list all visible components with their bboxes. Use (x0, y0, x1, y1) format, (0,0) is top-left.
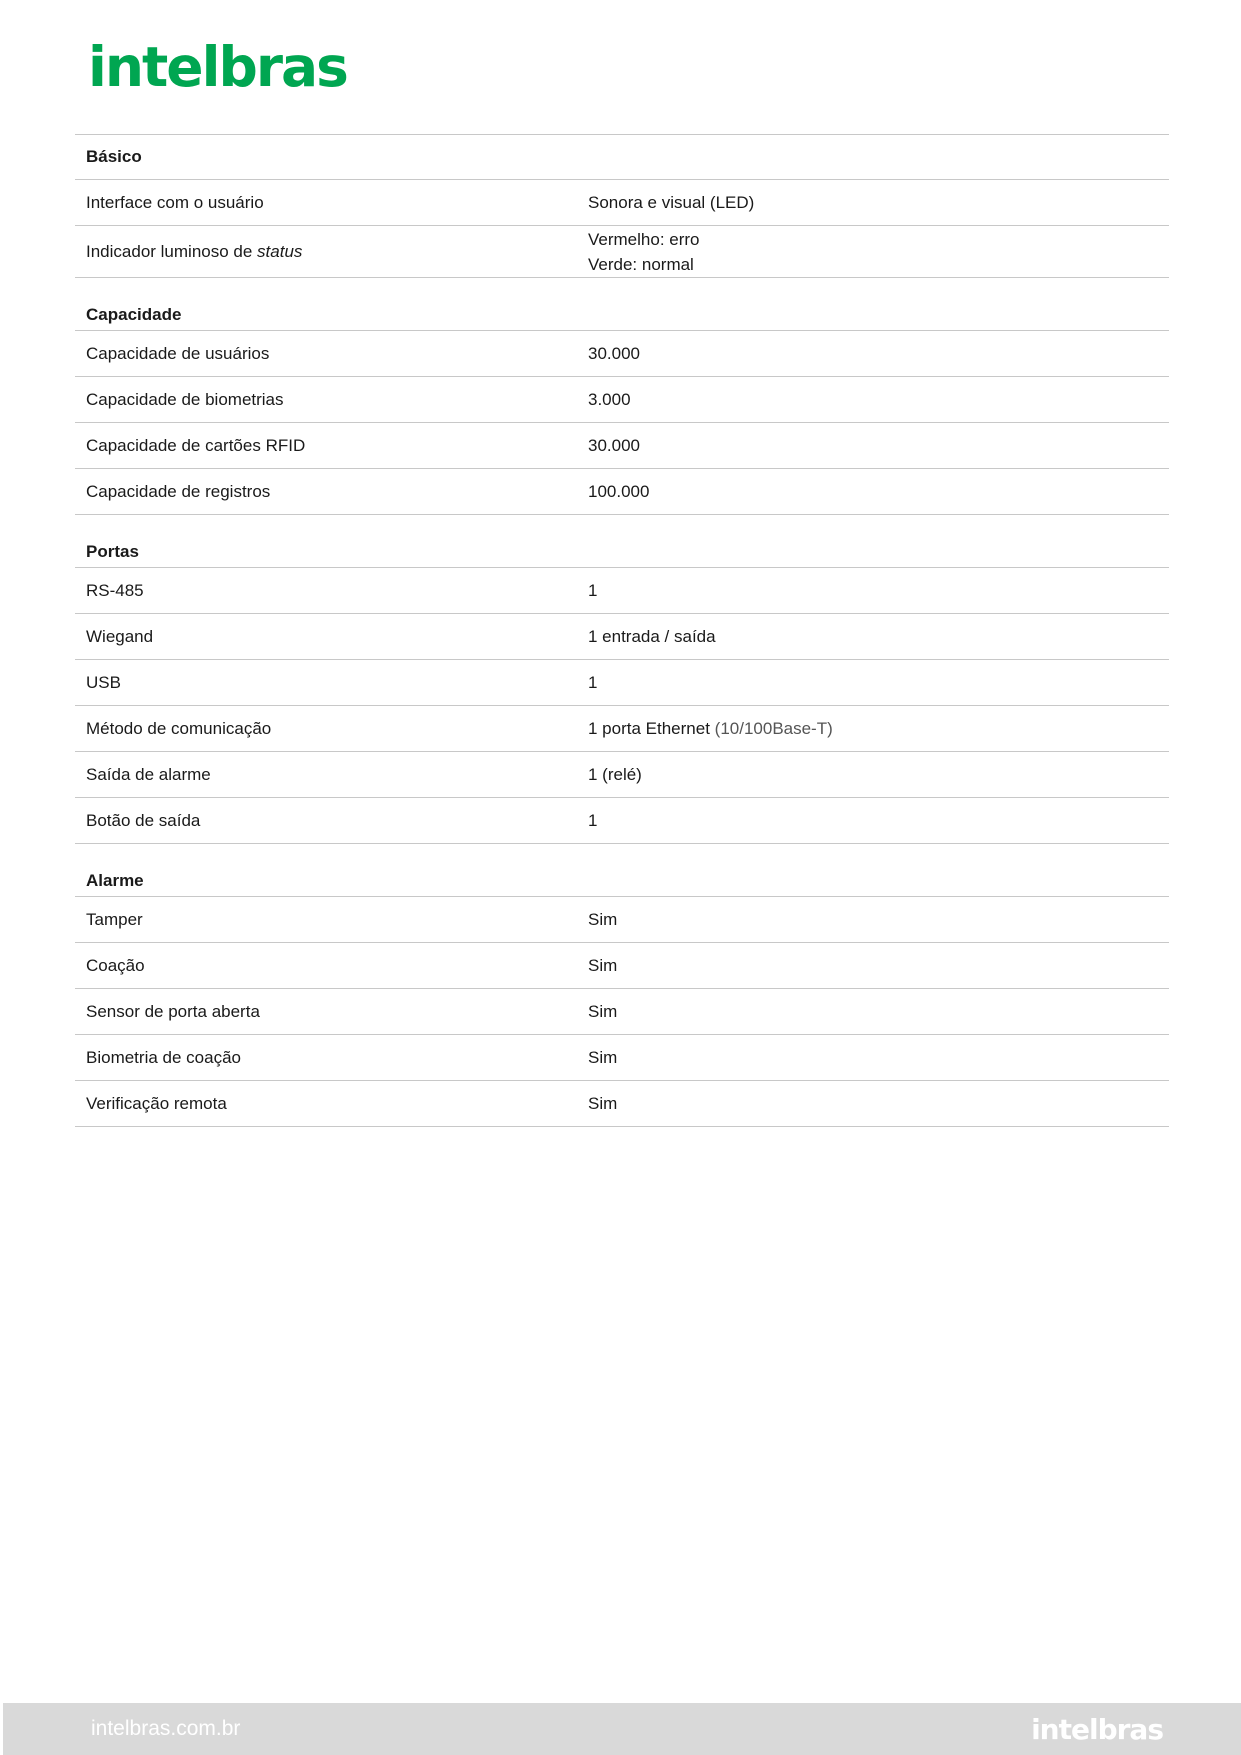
spec-label: USB (75, 660, 578, 706)
spec-label (75, 226, 578, 278)
spec-label: Botão de saída (75, 798, 578, 844)
spec-value: 1 (578, 798, 1169, 844)
label-prefix: Indicador luminoso de (86, 242, 258, 261)
table-row (75, 1035, 1169, 1081)
spec-table (75, 134, 1169, 1127)
spec-label: Saída de alarme (75, 752, 578, 798)
spec-label: Sensor de porta aberta (75, 989, 578, 1035)
spec-label: Verificação remota (75, 1081, 578, 1127)
table-row (75, 752, 1169, 798)
table-row (75, 989, 1169, 1035)
spec-label: RS-485 (75, 568, 578, 614)
spec-value (578, 706, 1169, 752)
table-row (75, 798, 1169, 844)
table-row (75, 614, 1169, 660)
table-row (75, 1081, 1169, 1127)
section-heading (75, 135, 1169, 180)
table-row (75, 331, 1169, 377)
label-emphasis: status (257, 242, 303, 261)
intelbras-logo: intelbras (88, 35, 347, 99)
spec-value: Sim (578, 1081, 1169, 1127)
spec-label: Capacidade de registros (75, 469, 578, 515)
spec-value: Sim (578, 943, 1169, 989)
spec-label: Capacidade de biometrias (75, 377, 578, 423)
table-row (75, 469, 1169, 515)
spec-value: 1 entrada / saída (578, 614, 1169, 660)
spec-label: Método de comunicação (75, 706, 578, 752)
status-green-line: Verde: normal (588, 254, 694, 274)
section-title-portas: Portas (75, 515, 1169, 568)
spec-value: 100.000 (578, 469, 1169, 515)
spec-value: 30.000 (578, 331, 1169, 377)
table-row (75, 706, 1169, 752)
value-extra: (10/100Base-T) (714, 718, 833, 738)
spec-value: Sim (578, 1035, 1169, 1081)
status-red-line: Vermelho: erro (588, 229, 700, 249)
table-row (75, 226, 1169, 278)
table-row (75, 897, 1169, 943)
section-title-basico: Básico (75, 135, 1169, 180)
spec-value: Sonora e visual (LED) (578, 180, 1169, 226)
section-heading (75, 515, 1169, 568)
section-heading (75, 844, 1169, 897)
table-row (75, 180, 1169, 226)
spec-value: 30.000 (578, 423, 1169, 469)
section-heading (75, 278, 1169, 331)
table-row (75, 423, 1169, 469)
spec-label: Coação (75, 943, 578, 989)
page-footer (3, 1703, 1241, 1755)
value-main: 1 porta Ethernet (588, 718, 710, 738)
table-row (75, 660, 1169, 706)
table-row (75, 377, 1169, 423)
spec-value: 1 (578, 568, 1169, 614)
spec-label: Biometria de coação (75, 1035, 578, 1081)
spec-label: Capacidade de usuários (75, 331, 578, 377)
spec-value: 1 (relé) (578, 752, 1169, 798)
spec-value: 3.000 (578, 377, 1169, 423)
footer-logo: intelbras (1031, 1713, 1163, 1746)
footer-url: intelbras.com.br (91, 1717, 241, 1740)
spec-label: Interface com o usuário (75, 180, 578, 226)
spec-value: 1 (578, 660, 1169, 706)
table-row (75, 943, 1169, 989)
spec-label: Tamper (75, 897, 578, 943)
spec-value: Sim (578, 989, 1169, 1035)
spec-value: Sim (578, 897, 1169, 943)
section-title-capacidade: Capacidade (75, 278, 1169, 331)
section-title-alarme: Alarme (75, 844, 1169, 897)
spec-label: Wiegand (75, 614, 578, 660)
spec-value (578, 226, 1169, 278)
table-row (75, 568, 1169, 614)
spec-label: Capacidade de cartões RFID (75, 423, 578, 469)
